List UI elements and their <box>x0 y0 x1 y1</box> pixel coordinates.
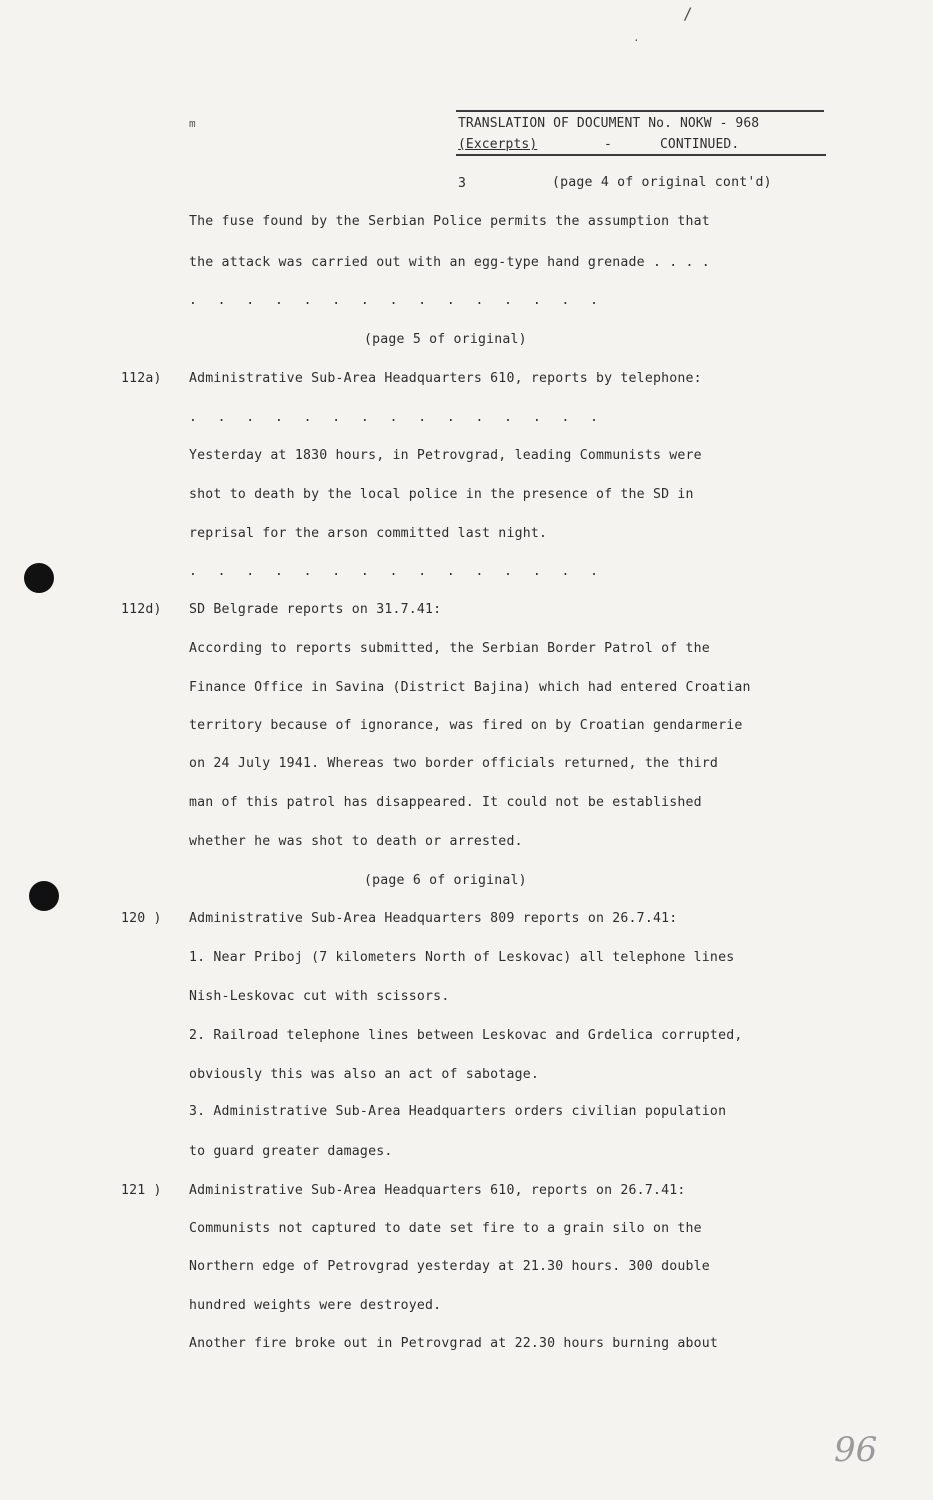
body-line: on 24 July 1941. Whereas two border officials returned, the third <box>189 756 719 771</box>
entry-number-120: 120 ) <box>121 911 162 926</box>
body-line: shot to death by the local police in the presence of the SD in <box>189 487 694 502</box>
page-reference-note: (page 4 of original cont'd) <box>552 175 772 190</box>
list-item-line: 2. Railroad telephone lines between Leskovac and Grdelica corrupted, <box>189 1028 743 1043</box>
punch-hole-icon <box>24 563 54 593</box>
entry-number-112a: 112a) <box>121 371 162 386</box>
body-line: whether he was shot to death or arrested. <box>189 834 523 849</box>
entry-heading-120: Administrative Sub-Area Headquarters 809 reports on 26.7.41: <box>189 911 678 926</box>
title-excerpts: (Excerpts) <box>458 137 538 152</box>
title-continued: CONTINUED. <box>660 137 740 152</box>
ellipsis-row: . . . . . . . . . . . . . . . <box>189 293 605 308</box>
list-item-line: 1. Near Priboj (7 kilometers North of Leskovac) all telephone lines <box>189 950 735 965</box>
body-line: Another fire broke out in Petrovgrad at 22.30 hours burning about <box>189 1336 719 1351</box>
top-pencil-mark: / <box>683 4 693 23</box>
list-item-line: 3. Administrative Sub-Area Headquarters orders civilian population <box>189 1104 727 1119</box>
top-dot-mark: · <box>633 34 640 47</box>
entry-heading-112d: SD Belgrade reports on 31.7.41: <box>189 602 442 617</box>
ellipsis-row: . . . . . . . . . . . . . . . <box>189 564 605 579</box>
body-line: The fuse found by the Serbian Police permits the assumption that <box>189 214 710 229</box>
list-item-line: obviously this was also an act of sabotage. <box>189 1067 540 1082</box>
folio-number: 96 <box>834 1430 878 1470</box>
header-top-rule <box>456 110 824 112</box>
body-line: Communists not captured to date set fire to a grain silo on the <box>189 1221 702 1236</box>
body-line: territory because of ignorance, was fired on by Croatian gendarmerie <box>189 718 743 733</box>
list-item-line: Nish-Leskovac cut with scissors. <box>189 989 450 1004</box>
body-line: According to reports submitted, the Serbian Border Patrol of the <box>189 641 710 656</box>
entry-number-112d: 112d) <box>121 602 162 617</box>
body-line: Northern edge of Petrovgrad yesterday at 21.30 hours. 300 double <box>189 1259 710 1274</box>
entry-heading-121: Administrative Sub-Area Headquarters 610, reports on 26.7.41: <box>189 1183 686 1198</box>
list-item-line: to guard greater damages. <box>189 1144 393 1159</box>
body-line: Yesterday at 1830 hours, in Petrovgrad, leading Communists were <box>189 448 702 463</box>
body-line: man of this patrol has disappeared. It could not be established <box>189 795 702 810</box>
body-line: Finance Office in Savina (District Bajina) which had entered Croatian <box>189 680 751 695</box>
entry-number-121: 121 ) <box>121 1183 162 1198</box>
title-dash: - <box>604 137 612 152</box>
page-reference-6: (page 6 of original) <box>364 873 527 888</box>
page-reference-5: (page 5 of original) <box>364 332 527 347</box>
ellipsis-row: . . . . . . . . . . . . . . . <box>189 410 605 425</box>
body-line: the attack was carried out with an egg-type hand grenade . . . . <box>189 255 710 270</box>
document-title: TRANSLATION OF DOCUMENT No. NOKW - 968 <box>458 116 760 131</box>
page-number: 3 <box>458 176 467 191</box>
header-bottom-rule <box>456 154 826 156</box>
body-line: hundred weights were destroyed. <box>189 1298 442 1313</box>
punch-hole-icon <box>29 881 59 911</box>
entry-heading-112a: Administrative Sub-Area Headquarters 610, reports by telephone: <box>189 371 702 386</box>
side-mark: m <box>189 117 196 130</box>
body-line: reprisal for the arson committed last night. <box>189 526 548 541</box>
